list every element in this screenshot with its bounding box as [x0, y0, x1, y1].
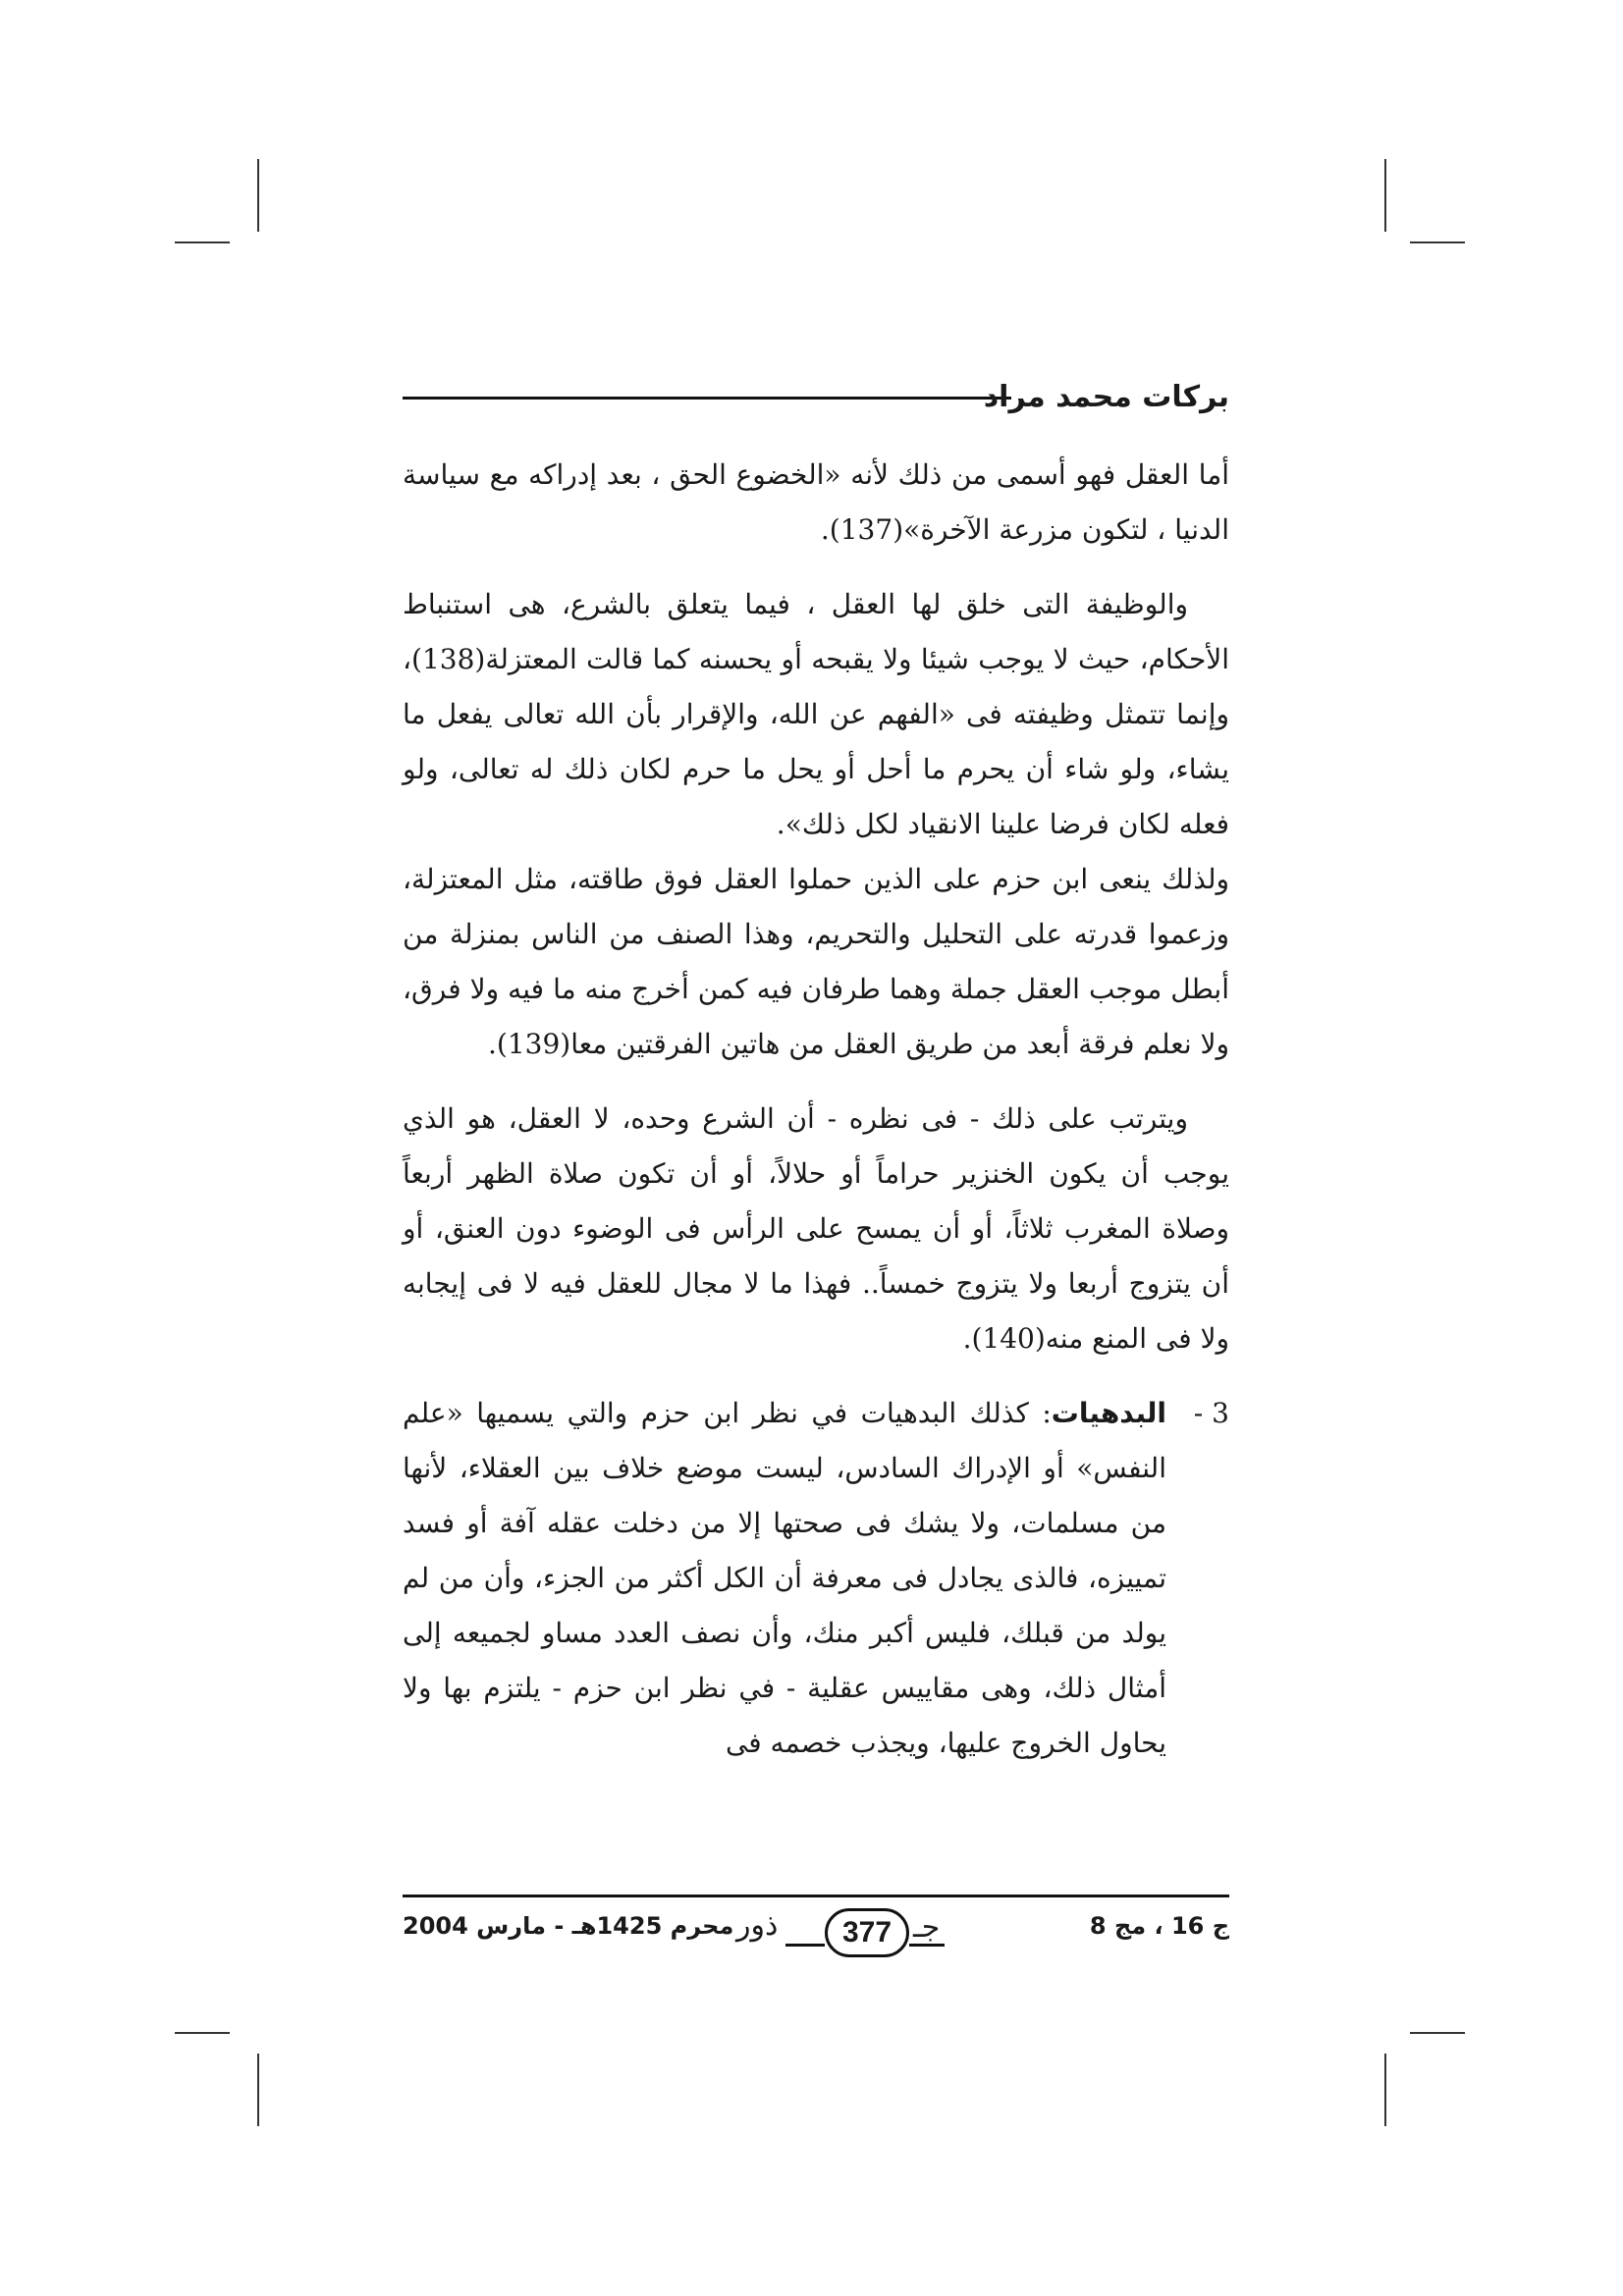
crop-mark: [1410, 241, 1465, 243]
header-rule: [403, 397, 1011, 400]
list-term: البدهيات: [1051, 1397, 1166, 1429]
crop-mark: [1410, 2032, 1465, 2034]
journal-logo: [727, 1902, 952, 1961]
paragraph: ويترتب على ذلك - فى نظره - أن الشرع وحده، لا العقل، هو الذي يوجب أن يكون الخنزير حراماً أو حلالاً، أو أن تكون صلاة الظهر أربعاً وصلاة المغرب ثلاثاً، أو أن يمسح على الرأس فى الوضوء دون العنق، أو أن يتزوج أربعا ولا يتزوج خمساً.. فهذا ما لا مجال للعقل فيه لا فى إيجابه ولا فى المنع منه(140).: [403, 1102, 1229, 1355]
crop-mark: [1384, 159, 1386, 232]
logo-line: [785, 1944, 825, 1947]
paragraph: أما العقل فهو أسمى من ذلك لأنه «الخضوع الحق ، بعد إدراكه مع سياسة الدنيا ، لتكون مزرعة الآخرة»(137).: [403, 458, 1229, 546]
crop-mark: [175, 241, 230, 243]
list-body: [403, 1386, 1166, 1771]
issue-info: ج 16 ، مج 8: [1089, 1912, 1229, 1940]
list-text: : كذلك البدهيات في نظر ابن حزم والتي يسميها «علم النفس» أو الإدراك السادس، ليست موضع خلاف بين العقلاء، لأنها من مسلمات، ولا يشك فى صحتها إلا من دخلت عقله آفة أو فسد تمييزه، فالذى يجادل فى معرفة أن الكل أكثر من الجزء، وأن من لم يولد من قبلك، فليس أكبر منك، وأن نصف العدد مساو لجميعه إلى أمثال ذلك، وهى مقاييس عقلية - في نظر ابن حزم - يلتزم بها ولا يحاول الخروج عليها، ويجذب خصمه فى: [403, 1397, 1166, 1759]
issue-date: محرم 1425هـ - مارس 2004: [403, 1912, 734, 1940]
page-footer: [403, 1895, 1229, 1973]
paragraph: ولذلك ينعى ابن حزم على الذين حملوا العقل فوق طاقته، مثل المعتزلة، وزعموا قدرته على التحليل والتحريم، وهذا الصنف من الناس بمنزلة من أبطل موجب العقل جملة وهما طرفان فيه كمن أخرج منه ما فيه ولا فرق، ولا نعلم فرقة أبعد من طريق العقل من هاتين الفرقتين معا(139).: [403, 863, 1230, 1060]
paragraph: والوظيفة التى خلق لها العقل ، فيما يتعلق بالشرع، هى استنباط الأحكام، حيث لا يوجب شيئا ولا يقبحه أو يحسنه كما قالت المعتزلة(138)، وإنما تتمثل وظيفته فى «الفهم عن الله، والإقرار بأن الله تعالى يفعل ما يشاء، ولو شاء أن يحرم ما أحل أو يحل ما حرم لكان ذلك له تعالى، ولو فعله لكان فرضا علينا الانقياد لكل ذلك».: [403, 588, 1229, 840]
crop-mark: [257, 2054, 259, 2126]
crop-mark: [1384, 2054, 1386, 2126]
author-name: بركات محمد مراد: [983, 380, 1229, 414]
crop-mark: [175, 2032, 230, 2034]
running-header: [403, 373, 1229, 422]
footer-rule: [403, 1895, 1229, 1897]
journal-mark: ذور: [736, 1908, 779, 1943]
journal-prefix: جـ: [913, 1910, 941, 1945]
list-item: [403, 1386, 1229, 1771]
article-body: [403, 448, 1229, 1861]
list-number: 3 -: [1193, 1397, 1229, 1429]
crop-mark: [257, 159, 259, 232]
page-number: 377: [825, 1908, 909, 1957]
